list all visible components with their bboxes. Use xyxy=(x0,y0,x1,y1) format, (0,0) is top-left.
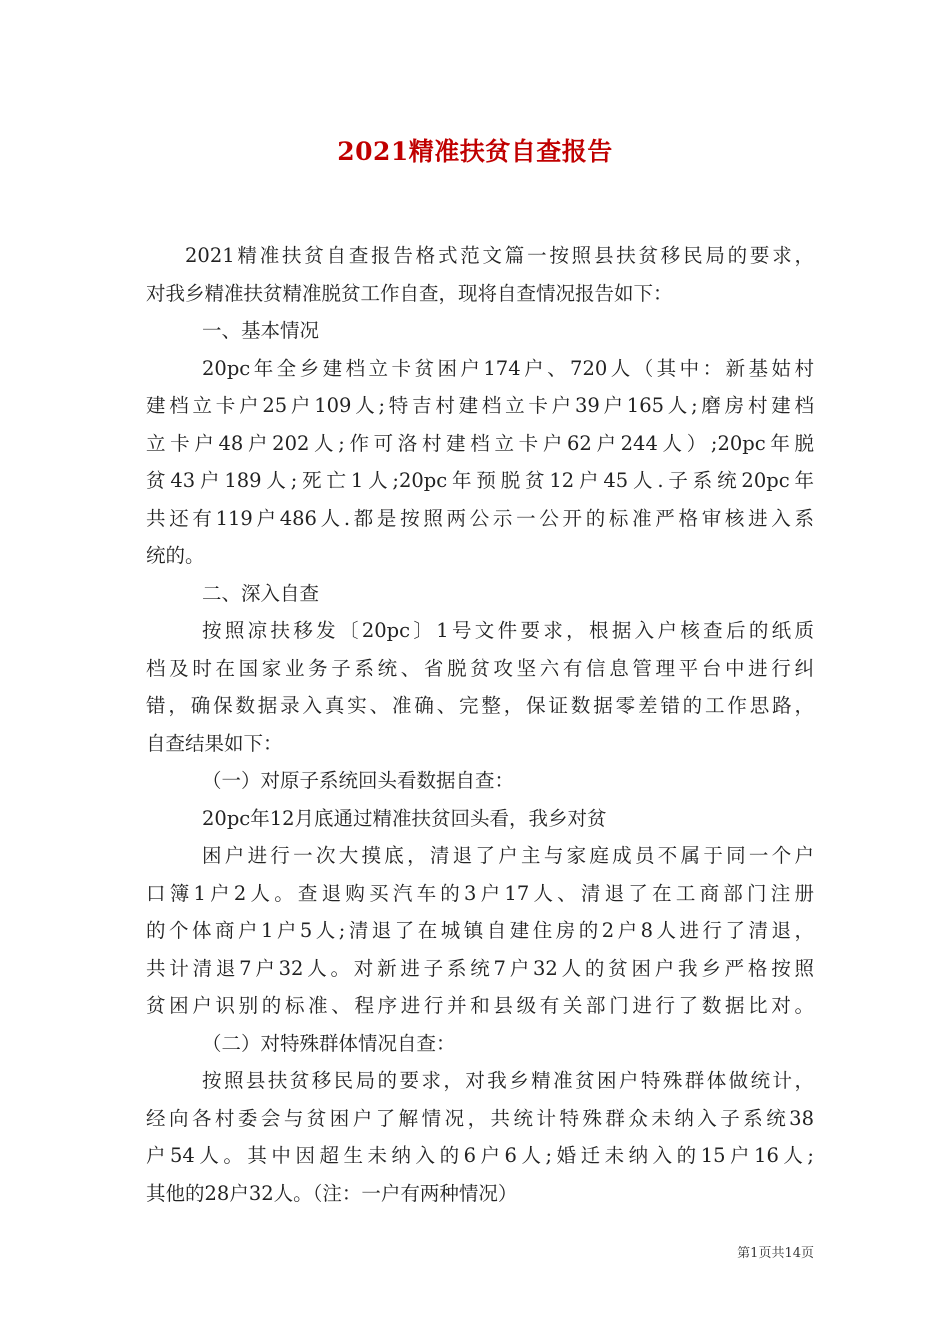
text-line: 对我乡精准扶贫精准脱贫工作自查，现将自查情况报告如下： xyxy=(146,281,673,305)
text-line: 经向各村委会与贫困户了解情况，共统计特殊群众未纳入子系统38 xyxy=(146,1106,814,1130)
text-line: 共计清退7户32人。对新进子系统7户32人的贫困户我乡严格按照 xyxy=(146,956,814,980)
text-line: 贫43户189人;死亡1人;20pc年预脱贫12户45人.子系统20pc年 xyxy=(146,469,814,492)
text-line: 困户进行一次大摸底，清退了户主与家庭成员不属于同一个户 xyxy=(202,844,814,867)
section-heading: 一、基本情况 xyxy=(202,319,320,342)
document-title: 2021精准扶贫自查报告 xyxy=(337,137,613,166)
text-line: 20pc年12月底通过精准扶贫回头看，我乡对贫 xyxy=(202,806,607,830)
subsection-heading: （二）对特殊群体情况自查： xyxy=(202,1031,456,1055)
text-line: 建档立卡户25户109人;特吉村建档立卡户39户165人;磨房村建档 xyxy=(146,394,814,417)
text-line: 按照县扶贫移民局的要求，对我乡精准贫困户特殊群体做统计， xyxy=(202,1069,814,1092)
text-line: 20pc年全乡建档立卡贫困户174户、720人（其中：新基姑村 xyxy=(202,356,814,380)
subsection-heading: （一）对原子系统回头看数据自查： xyxy=(202,769,515,792)
page-number: 第1页共14页 xyxy=(737,1246,814,1261)
text-line: 贫困户识别的标准、程序进行并和县级有关部门进行了数据比对。 xyxy=(146,994,814,1017)
text-line: 错，确保数据录入真实、准确、完整，保证数据零差错的工作思路， xyxy=(146,694,814,717)
text-line: 口簿1户2人。查退购买汽车的3户17人、清退了在工商部门注册 xyxy=(146,881,814,905)
text-line: 按照凉扶移发〔20pc〕1号文件要求，根据入户核查后的纸质 xyxy=(202,619,814,642)
text-line: 统的。 xyxy=(146,544,205,567)
section-heading: 二、深入自查 xyxy=(202,581,320,605)
text-line: 的个体商户1户5人;清退了在城镇自建住房的2户8人进行了清退， xyxy=(146,919,814,942)
text-line: 2021精准扶贫自查报告格式范文篇一按照县扶贫移民局的要求， xyxy=(185,244,814,267)
document-body xyxy=(146,237,814,1212)
text-line: 户54人。其中因超生未纳入的6户6人;婚迁未纳入的15户16人; xyxy=(146,1144,814,1167)
text-line: 立卡户48户202人;作可洛村建档立卡户62户244人）;20pc年脱 xyxy=(146,431,814,455)
text-line: 自查结果如下： xyxy=(146,731,283,755)
text-line: 共还有119户486人.都是按照两公示一公开的标准严格审核进入系 xyxy=(146,506,814,530)
text-line: 档及时在国家业务子系统、省脱贫攻坚六有信息管理平台中进行纠 xyxy=(146,656,814,680)
text-line: 其他的28户32人。（注：一户有两种情况） xyxy=(146,1181,518,1205)
